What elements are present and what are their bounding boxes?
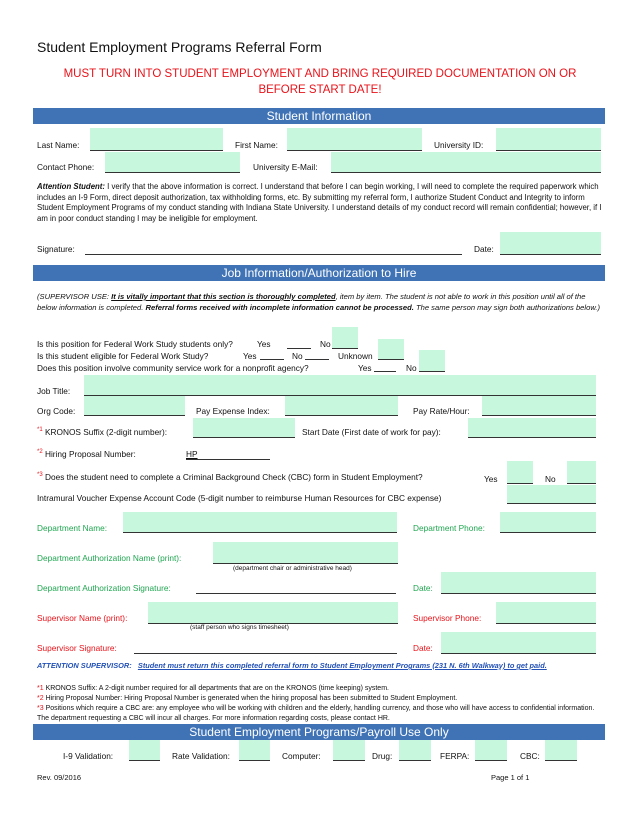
- university-id-input[interactable]: [496, 128, 601, 150]
- supervisor-phone-underline: [496, 623, 596, 624]
- attention-supervisor: [37, 661, 547, 670]
- supervisor-phone-label: Supervisor Phone:: [413, 613, 482, 623]
- attention-supervisor-text: Student must return this completed referral form to Student Employment Programs (231 N. 6th Walkway) to get paid.: [137, 661, 547, 670]
- supervisor-date-input[interactable]: [441, 632, 596, 653]
- cbc-no-input[interactable]: [567, 461, 596, 483]
- dept-auth-signature-line[interactable]: [196, 593, 396, 594]
- email-label: University E-Mail:: [253, 162, 318, 172]
- i9-validation-input[interactable]: [129, 740, 160, 760]
- fws-eligible-question: Is this student eligible for Federal Work Study?: [37, 351, 209, 361]
- attention-student-paragraph: [37, 182, 605, 224]
- community-service-no-line: [419, 371, 445, 372]
- fws-eligible-yes-label: Yes: [243, 351, 257, 361]
- cbc-payroll-underline: [545, 760, 577, 761]
- footnote-cbc: [37, 704, 605, 724]
- job-info-header: Job Information/Authorization to Hire: [33, 265, 605, 281]
- community-service-question: Does this position involve community service work for a nonprofit agency?: [37, 363, 309, 373]
- kronos-suffix-text: KRONOS Suffix (2-digit number):: [42, 427, 168, 437]
- i9-validation-label: I-9 Validation:: [63, 751, 114, 761]
- warning-line-2: BEFORE START DATE!: [258, 84, 382, 96]
- student-signature-line[interactable]: [85, 254, 462, 255]
- student-date-input[interactable]: [500, 232, 601, 254]
- drug-label: Drug:: [372, 751, 393, 761]
- voucher-code-input[interactable]: [507, 485, 596, 503]
- start-date-warning: [30, 66, 610, 98]
- first-name-label: First Name:: [235, 140, 278, 150]
- ferpa-input[interactable]: [475, 740, 507, 760]
- hiring-proposal-label: [37, 449, 136, 459]
- footnote-3-text: Positions which require a CBC are: any employee who will be working with children and the elderly, handling currency, and those who will have access to confidential information. The department requesting a CBC will incur all charges. For more information regarding costs, please contact HR.: [37, 705, 595, 722]
- voucher-code-label: Intramural Voucher Expense Account Code (5-digit number to reimburse Human Resources for CBC expense): [37, 493, 442, 503]
- first-name-underline: [287, 150, 422, 151]
- footnote-hiring: [37, 694, 605, 704]
- cbc-note-marker: *3: [37, 472, 43, 479]
- cbc-yes-underline: [507, 483, 533, 484]
- supervisor-date-underline: [441, 653, 596, 654]
- computer-underline: [333, 760, 365, 761]
- dept-phone-label: Department Phone:: [413, 523, 485, 533]
- supervisor-name-hint: (staff person who signs timesheet): [190, 624, 289, 631]
- fws-eligible-unknown-line: [378, 359, 404, 360]
- hiring-proposal-input[interactable]: [186, 459, 270, 460]
- start-date-input[interactable]: [468, 418, 596, 437]
- fws-eligible-yes-line[interactable]: [260, 359, 284, 360]
- footnote-1-marker: *1: [37, 685, 44, 692]
- sup-use-end: The same person may sign both authorizations below.): [413, 302, 601, 312]
- dept-date-label: Date:: [413, 583, 433, 593]
- org-code-input[interactable]: [84, 396, 185, 415]
- footnote-1-text: KRONOS Suffix: A 2-digit number required for all departments that are on the KRONOS (time keeping) system.: [43, 685, 389, 692]
- pay-rate-underline: [482, 415, 596, 416]
- payroll-use-header: Student Employment Programs/Payroll Use Only: [33, 724, 605, 740]
- footnote-2-marker: *2: [37, 695, 44, 702]
- contact-phone-input[interactable]: [105, 152, 240, 172]
- dept-auth-name-input[interactable]: [213, 542, 398, 563]
- fws-eligible-no-label: No: [292, 351, 303, 361]
- hiring-proposal-prefix: HP: [186, 449, 198, 459]
- email-underline: [331, 172, 601, 173]
- pay-index-input[interactable]: [285, 396, 398, 415]
- cbc-payroll-label: CBC:: [520, 751, 540, 761]
- supervisor-phone-input[interactable]: [496, 602, 596, 623]
- kronos-suffix-input[interactable]: [193, 418, 295, 437]
- footnote-kronos: [37, 684, 605, 694]
- community-service-yes-label: Yes: [358, 363, 372, 373]
- attention-student-label: Attention Student:: [37, 182, 105, 191]
- dept-auth-name-hint: (department chair or administrative head): [233, 565, 352, 572]
- fws-only-yes-label: Yes: [257, 339, 271, 349]
- cbc-no-label: No: [545, 474, 556, 484]
- community-service-no-input[interactable]: [419, 350, 445, 371]
- university-id-underline: [496, 150, 601, 151]
- supervisor-date-label: Date:: [413, 643, 433, 653]
- community-service-yes-line[interactable]: [374, 371, 396, 372]
- fws-eligible-no-line[interactable]: [305, 359, 329, 360]
- page-number: Page 1 of 1: [491, 773, 530, 782]
- pay-index-label: Pay Expense Index:: [196, 406, 270, 416]
- kronos-note-marker: *1: [37, 427, 43, 434]
- kronos-suffix-label: [37, 427, 167, 437]
- last-name-label: Last Name:: [37, 140, 80, 150]
- fws-only-no-input[interactable]: [332, 327, 358, 348]
- fws-eligible-unknown-label: Unknown: [338, 351, 373, 361]
- attention-student-text: I verify that the above information is correct. I understand that before I can begin working, I will need to complete the required paperwork which includes an I-9 Form, direct deposit authorization, tax withholding forms, etc. By submitting my referral form, I authorize Student Conduct and Integrity to inform Student Employment Programs of my conduct standing with Indiana State University. I understand details of my conduct record will remain confidential; however, if I am in poor conduct standing I may be ineligible for employment.: [37, 182, 602, 223]
- i9-validation-underline: [129, 760, 160, 761]
- cbc-question-text: Does the student need to complete a Criminal Background Check (CBC) form in Student Employment?: [42, 472, 423, 482]
- ferpa-label: FERPA:: [440, 751, 470, 761]
- dept-phone-input[interactable]: [500, 512, 596, 532]
- email-input[interactable]: [331, 152, 601, 172]
- dept-phone-underline: [500, 532, 596, 533]
- dept-name-input[interactable]: [123, 512, 397, 532]
- dept-auth-name-underline: [213, 563, 398, 564]
- supervisor-use-paragraph: [37, 292, 605, 313]
- student-date-underline: [500, 254, 601, 255]
- dept-date-input[interactable]: [441, 572, 596, 593]
- fws-only-yes-line[interactable]: [287, 348, 311, 349]
- cbc-yes-input[interactable]: [507, 461, 533, 483]
- footnote-2-text: Hiring Proposal Number: Hiring Proposal Number is generated when the hiring proposal has been submitted to Student Employment.: [43, 695, 458, 702]
- first-name-input[interactable]: [287, 128, 422, 150]
- cbc-yes-label: Yes: [484, 474, 498, 484]
- computer-label: Computer:: [282, 751, 321, 761]
- job-title-input[interactable]: [84, 375, 596, 395]
- cbc-payroll-input[interactable]: [545, 740, 577, 760]
- contact-phone-underline: [105, 172, 240, 173]
- fws-only-no-label: No: [320, 339, 331, 349]
- rate-validation-underline: [239, 760, 270, 761]
- computer-input[interactable]: [333, 740, 365, 760]
- fws-only-no-line: [332, 348, 358, 349]
- sup-use-bold: Referral forms received with incomplete information cannot be processed.: [145, 302, 414, 312]
- student-date-label: Date:: [474, 244, 494, 254]
- cbc-no-underline: [567, 483, 596, 484]
- footnotes: [37, 684, 605, 724]
- university-id-label: University ID:: [434, 140, 484, 150]
- drug-input[interactable]: [399, 740, 431, 760]
- last-name-input[interactable]: [90, 128, 223, 150]
- pay-index-underline: [285, 415, 398, 416]
- kronos-suffix-underline: [193, 437, 295, 438]
- voucher-code-underline: [507, 503, 596, 504]
- supervisor-name-label: Supervisor Name (print):: [37, 613, 128, 623]
- hiring-note-marker: *2: [37, 449, 43, 456]
- ferpa-underline: [475, 760, 507, 761]
- supervisor-signature-line[interactable]: [134, 653, 397, 654]
- revision-label: Rev. 09/2016: [37, 773, 82, 782]
- rate-validation-input[interactable]: [239, 740, 270, 760]
- org-code-underline: [84, 415, 185, 416]
- dept-name-underline: [123, 532, 397, 533]
- pay-rate-label: Pay Rate/Hour:: [413, 406, 470, 416]
- sup-use-mid: , item by item. The student is not able to work in this position until all of the below information is completed.: [37, 292, 586, 312]
- cbc-question-label: [37, 472, 423, 482]
- student-info-header: Student Information: [33, 108, 605, 124]
- supervisor-signature-label: Supervisor Signature:: [37, 643, 117, 653]
- contact-phone-label: Contact Phone:: [37, 162, 95, 172]
- dept-name-label: Department Name:: [37, 523, 108, 533]
- last-name-underline: [90, 150, 223, 151]
- start-date-label: Start Date (First date of work for pay):: [302, 427, 441, 437]
- dept-auth-name-label: Department Authorization Name (print):: [37, 553, 182, 563]
- dept-date-underline: [441, 593, 596, 594]
- signature-label: Signature:: [37, 244, 75, 254]
- footnote-3-marker: *3: [37, 705, 44, 712]
- dept-auth-signature-label: Department Authorization Signature:: [37, 583, 171, 593]
- fws-eligible-unknown-input[interactable]: [378, 339, 404, 359]
- form-title: Student Employment Programs Referral Form: [37, 39, 322, 55]
- start-date-underline: [468, 437, 596, 438]
- supervisor-name-input[interactable]: [148, 602, 398, 623]
- pay-rate-input[interactable]: [482, 396, 596, 415]
- warning-line-1: MUST TURN INTO STUDENT EMPLOYMENT AND BRING REQUIRED DOCUMENTATION ON OR: [63, 68, 577, 80]
- job-title-label: Job Title:: [37, 386, 71, 396]
- fws-only-question: Is this position for Federal Work Study students only?: [37, 339, 233, 349]
- rate-validation-label: Rate Validation:: [172, 751, 230, 761]
- drug-underline: [399, 760, 431, 761]
- hiring-proposal-text: Hiring Proposal Number:: [42, 449, 136, 459]
- sup-use-emphasis: It is vitally important that this section is thoroughly completed: [111, 292, 336, 301]
- org-code-label: Org Code:: [37, 406, 76, 416]
- sup-use-prefix: (SUPERVISOR USE:: [37, 292, 112, 301]
- attention-supervisor-label: ATTENTION SUPERVISOR:: [37, 661, 132, 670]
- community-service-no-label: No: [406, 363, 417, 373]
